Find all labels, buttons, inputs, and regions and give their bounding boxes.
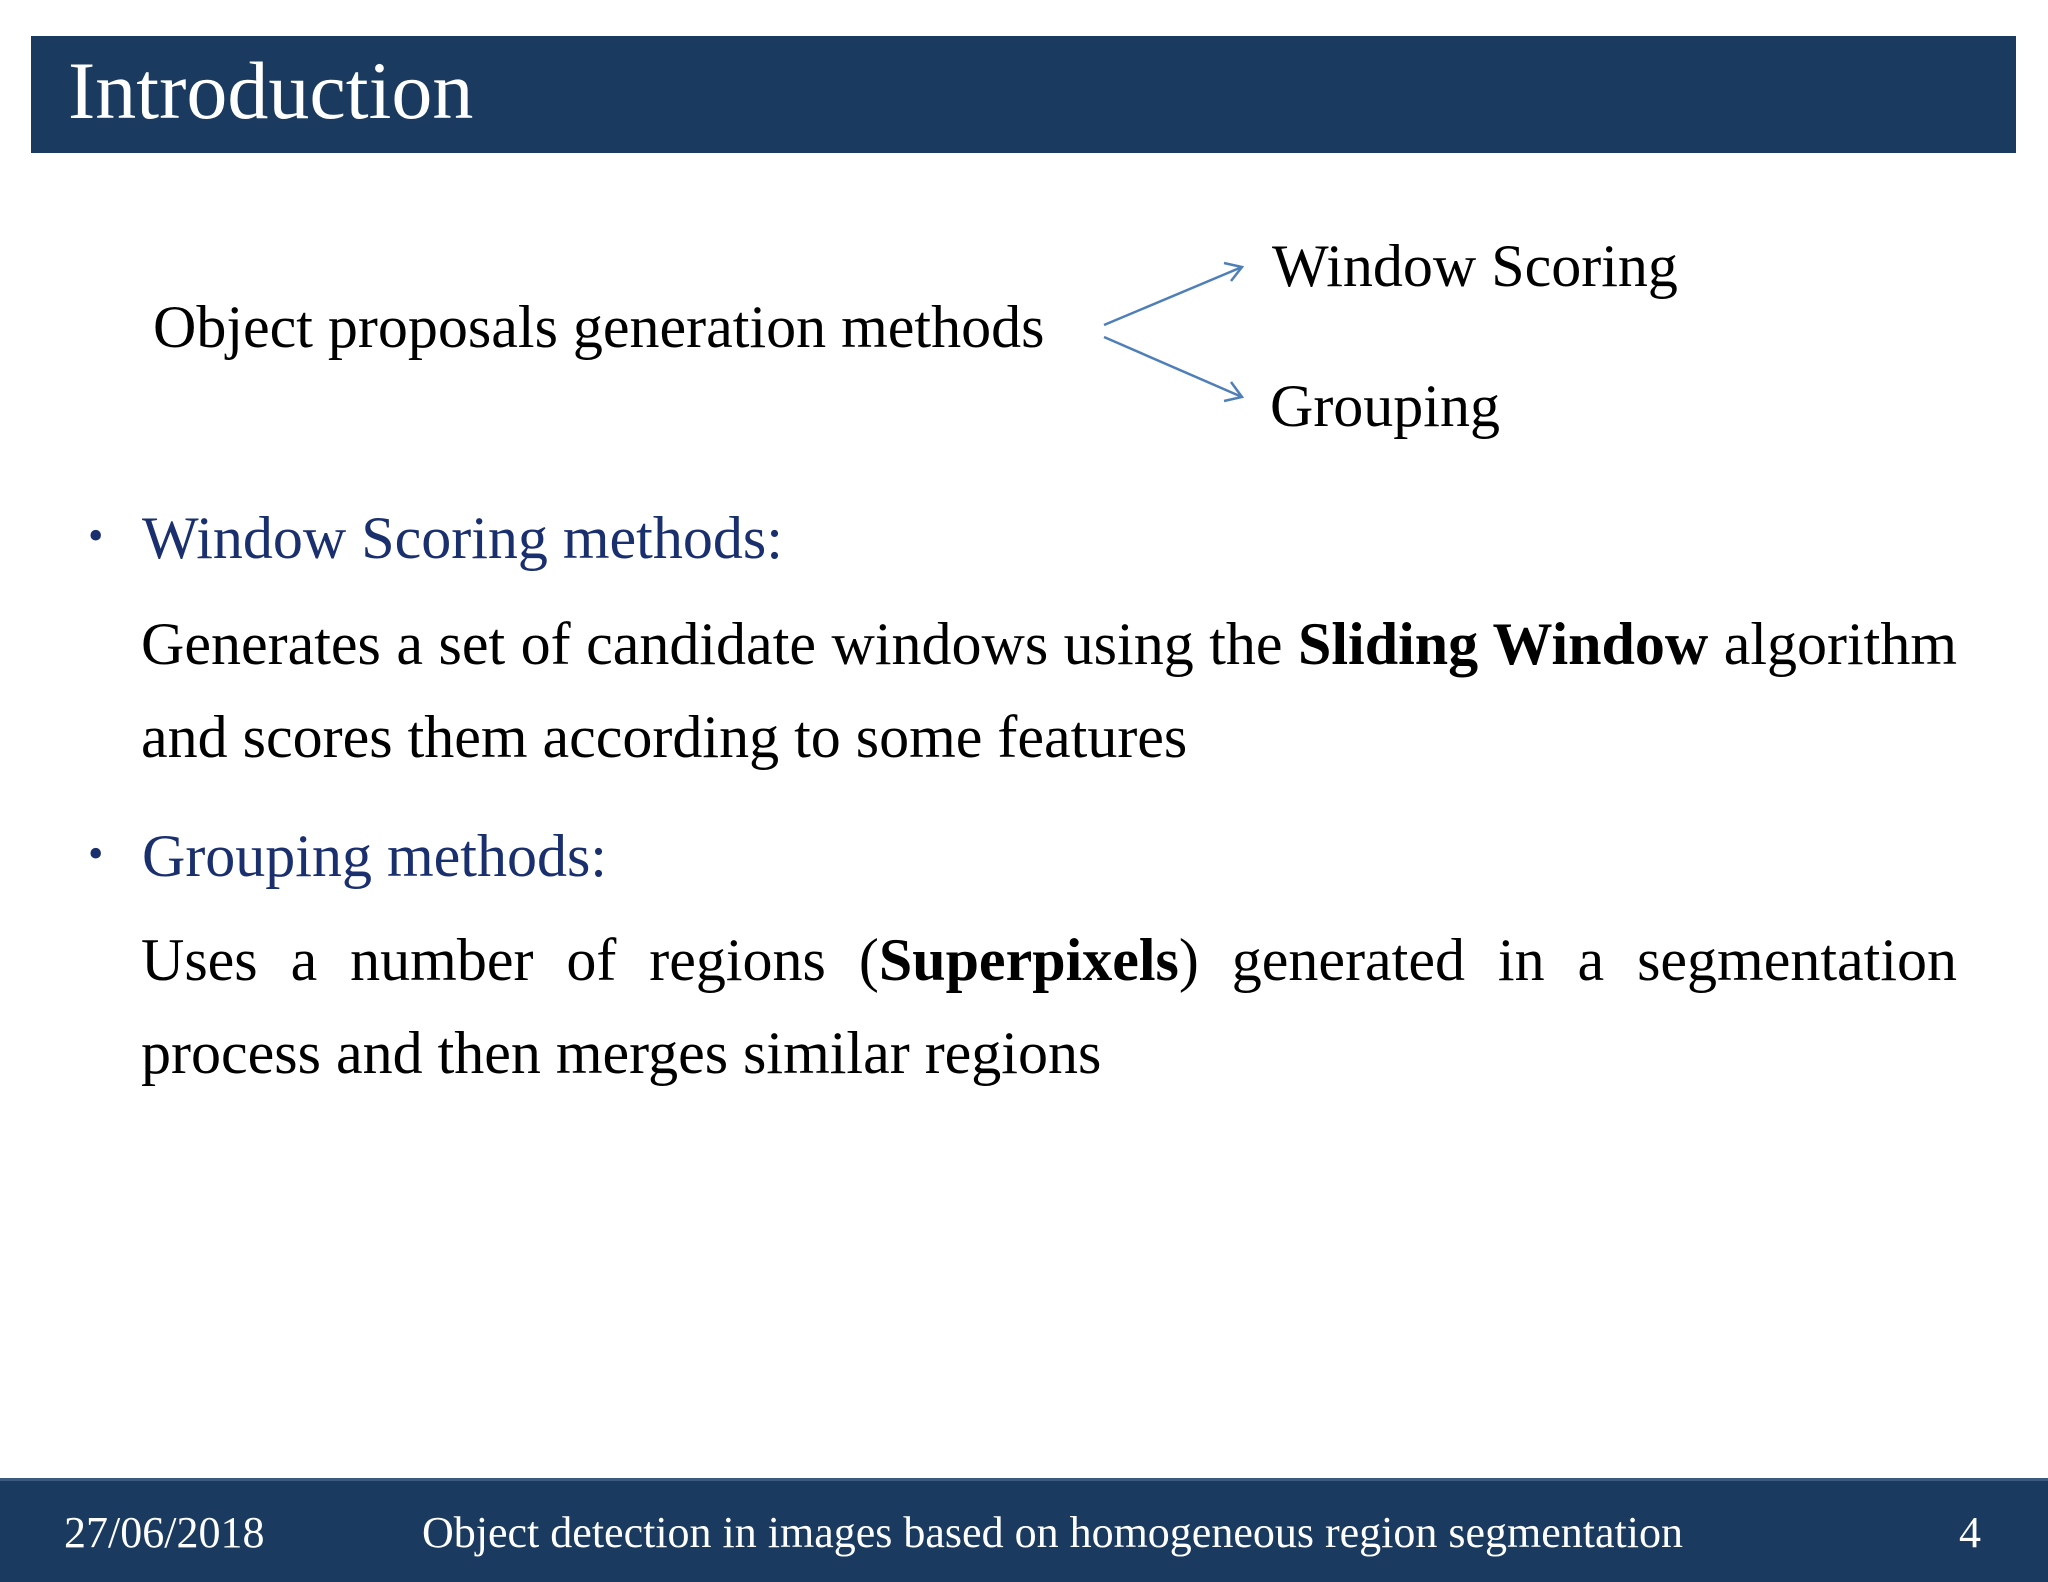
body-text: Uses a number of regions ( [141,927,879,993]
bullet-icon: • [88,829,104,878]
arrow-to-window-scoring [1104,263,1242,325]
body-bold-term: Superpixels [878,927,1179,993]
slide-title: Introduction [68,45,474,136]
body-text: ) generated in a segmentation process and then merges similar regions [141,927,1957,1086]
body-bold-term: Sliding Window [1298,611,1709,677]
body-text: algorithm and scores them according to some features [141,611,1958,770]
section-heading-label: Window Scoring methods: [142,505,783,571]
section-heading-grouping [88,820,607,892]
bullet-icon: • [88,511,104,560]
section-body-window-scoring [141,598,1957,784]
arrow-to-grouping [1104,337,1242,401]
footer-date: 27/06/2018 [64,1508,265,1557]
footer-presentation-title: Object detection in images based on homogeneous region segmentation [422,1508,1684,1557]
section-heading-label: Grouping methods: [142,823,607,889]
diagram-branch-window-scoring: Window Scoring [1272,233,1678,299]
footer-bar [0,1478,2048,1582]
body-text: Generates a set of candidate windows using the [141,611,1299,677]
branch-arrows [1100,255,1260,415]
diagram-root-label: Object proposals generation methods [153,294,1045,360]
section-body-grouping [141,914,1957,1100]
title-banner [31,36,2016,153]
diagram-branch-grouping: Grouping [1270,373,1500,439]
section-heading-window-scoring [88,502,783,574]
footer-page-number: 4 [1959,1508,1981,1557]
